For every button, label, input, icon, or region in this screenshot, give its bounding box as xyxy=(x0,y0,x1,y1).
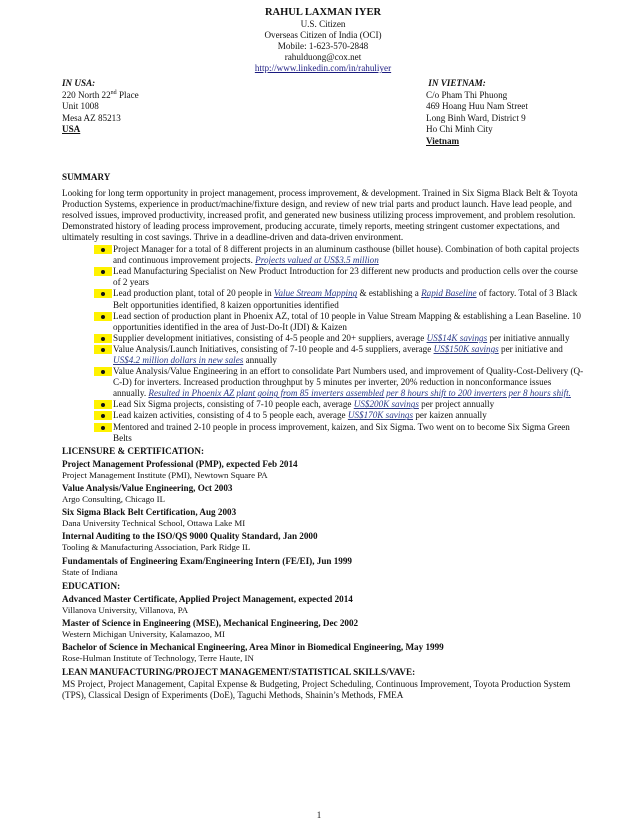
summary-bullet: Lead section of production plant in Phoenix AZ, total of 10 people in Value Stream Mapping & establishing a Lean Baseline. 10 opportunities identified in the area of Just-Do-It (JDI) & Kaizen xyxy=(94,311,584,333)
address-block xyxy=(62,78,584,166)
list-item xyxy=(62,531,584,553)
list-item xyxy=(62,507,584,529)
entry-title: Six Sigma Black Belt Certification, Aug 2003 xyxy=(62,507,237,518)
address-vn-country: Vietnam xyxy=(426,135,460,146)
entry-title: Advanced Master Certificate, Applied Project Management, expected 2014 xyxy=(62,593,353,604)
citizenship: U.S. Citizen xyxy=(300,19,346,29)
mobile-number: Mobile: 1-623-570-2848 xyxy=(277,41,369,52)
bullet-icon xyxy=(94,411,112,420)
summary-bullet: Lead Six Sigma projects, consisting of 7-10 people each, average US$200K savings per project annually xyxy=(94,399,584,410)
linkedin-link[interactable]: http://www.linkedin.com/in/rahuliyer xyxy=(254,63,392,74)
summary-bullet: Value Analysis/Launch Initiatives, consisting of 7-10 people and 4-5 suppliers, average US$150K savings per initiative and US$4.2 million dollars in new sales annually xyxy=(94,344,584,366)
entry-title: Internal Auditing to the ISO/QS 9000 Quality Standard, Jan 2000 xyxy=(62,531,318,542)
licensure-heading: LICENSURE & CERTIFICATION: xyxy=(62,445,204,456)
bullet-icon xyxy=(94,400,112,409)
resume-page xyxy=(62,6,584,701)
email-address: rahulduong@cox.net xyxy=(284,52,362,63)
entry-subtitle: Argo Consulting, Chicago IL xyxy=(62,494,165,505)
address-usa xyxy=(62,78,139,135)
entry-subtitle: Dana University Technical School, Ottawa Lake MI xyxy=(62,518,246,529)
entry-title: Fundamentals of Engineering Exam/Engineering Intern (FE/EI), Jun 1999 xyxy=(62,555,352,566)
list-item xyxy=(62,594,584,616)
address-usa-line1: 220 North 22nd Place xyxy=(62,89,139,100)
entry-subtitle: State of Indiana xyxy=(62,566,118,577)
skills-text: MS Project, Project Management, Capital Expense & Budgeting, Project Scheduling, Continuous Improvement, Toyota Production System (TPS), Classical Design of Experiments (DoE), Taguchi Methods, Shainin’s Methods, FMEA xyxy=(62,678,571,700)
list-item xyxy=(62,618,584,640)
entry-title: Project Management Professional (PMP), expected Feb 2014 xyxy=(62,458,298,469)
address-vn-line3: Long Binh Ward, District 9 xyxy=(426,112,526,123)
education-heading: EDUCATION: xyxy=(62,580,121,591)
bullet-icon xyxy=(94,245,112,254)
summary-bullet: Lead kaizen activities, consisting of 4 to 5 people each, average US$170K savings per kaizen annually xyxy=(94,410,584,421)
licensure-list xyxy=(62,459,584,578)
bullet-icon xyxy=(94,345,112,354)
list-item xyxy=(62,556,584,578)
entry-subtitle: Villanova University, Villanova, PA xyxy=(62,604,189,615)
bullet-icon xyxy=(94,423,112,432)
summary-heading: SUMMARY xyxy=(62,172,111,183)
bullet-icon xyxy=(94,312,112,321)
address-usa-line2: Unit 1008 xyxy=(62,101,99,112)
resume-header xyxy=(62,6,584,74)
summary-bullet: Lead Manufacturing Specialist on New Product Introduction for 23 different new products and production cells over the course of 2 years xyxy=(94,266,584,288)
bullet-icon xyxy=(94,267,112,276)
summary-bullet: Value Analysis/Value Engineering in an effort to consolidate Part Numbers used, and improvement of Quality-Cost-Delivery (Q-C-D) for inverters. Increased production throughput by 5 minutes per inverter, 20% reduction in nonconformance issues annually. Resulted in Phoenix AZ plant going from 85 inverters assembled per 8 hours shift to 200 inverters per 8 hours shift. xyxy=(94,366,584,399)
entry-subtitle: Rose-Hulman Institute of Technology, Terre Haute, IN xyxy=(62,653,254,664)
summary-bullet: Mentored and trained 2-10 people in process improvement, kaizen, and Six Sigma. Two went on to become Six Sigma Green Belts xyxy=(94,422,584,444)
entry-subtitle: Project Management Institute (PMI), Newtown Square PA xyxy=(62,469,268,480)
summary-bullet: Supplier development initiatives, consisting of 4-5 people and 20+ suppliers, average US$14K savings per initiative annually xyxy=(94,333,584,344)
address-usa-label: IN USA: xyxy=(62,78,96,89)
summary-bullet: Project Manager for a total of 8 different projects in an aluminum casthouse (billet house). Combination of both capital projects and continuous improvement projects. Projects valued at US$3.5 million xyxy=(94,244,584,266)
skills-heading: LEAN MANUFACTURING/PROJECT MANAGEMENT/STATISTICAL SKILLS/VAVE: xyxy=(62,667,416,678)
bullet-icon xyxy=(94,289,112,298)
address-vn-line4: Ho Chi Minh City xyxy=(426,124,493,135)
summary-text: Looking for long term opportunity in project management, process improvement, & development. Trained in Six Sigma Black Belt & Toyota Production Systems, experience in product/machine/fixture design, and review of new trial parts and product launch. Have lead people, and resolved issues, improved productivity, increased profit, and generated new business utilizing process improvement, and problem resolution. Demonstrated history of leading process improvement, producing accurate, timely reports, meeting stringent customer expectations, and ultimately resulting in cost savings. Thrive in a deadline-driven and data-driven environment. xyxy=(62,187,578,242)
address-vietnam xyxy=(426,78,528,146)
address-usa-country: USA xyxy=(62,124,81,135)
summary-bullet: Lead production plant, total of 20 people in Value Stream Mapping & establishing a Rapid Baseline of factory. Total of 3 Black Belt opportunities identified, 8 kaizen opportunities identified xyxy=(94,288,584,310)
education-list xyxy=(62,594,584,665)
address-vn-label: IN VIETNAM: xyxy=(428,78,486,89)
summary-bullet-list xyxy=(62,244,584,444)
list-item xyxy=(62,642,584,664)
entry-title: Master of Science in Engineering (MSE), Mechanical Engineering, Dec 2002 xyxy=(62,618,359,629)
entry-subtitle: Tooling & Manufacturing Association, Park Ridge IL xyxy=(62,542,251,553)
list-item xyxy=(62,483,584,505)
bullet-icon xyxy=(94,334,112,343)
list-item xyxy=(62,459,584,481)
entry-title: Bachelor of Science in Mechanical Engineering, Area Minor in Biomedical Engineering, May 1999 xyxy=(62,642,444,653)
entry-title: Value Analysis/Value Engineering, Oct 2003 xyxy=(62,483,233,493)
oci-status: Overseas Citizen of India (OCI) xyxy=(264,30,382,41)
candidate-name: RAHUL LAXMAN IYER xyxy=(264,7,382,18)
address-usa-line3: Mesa AZ 85213 xyxy=(62,112,121,123)
page-number: 1 xyxy=(316,810,322,820)
address-vn-line2: 469 Hoang Huu Nam Street xyxy=(426,101,528,112)
address-vn-line1: C/o Pham Thi Phuong xyxy=(426,89,508,100)
bullet-icon xyxy=(94,367,112,376)
entry-subtitle: Western Michigan University, Kalamazoo, MI xyxy=(62,629,225,640)
